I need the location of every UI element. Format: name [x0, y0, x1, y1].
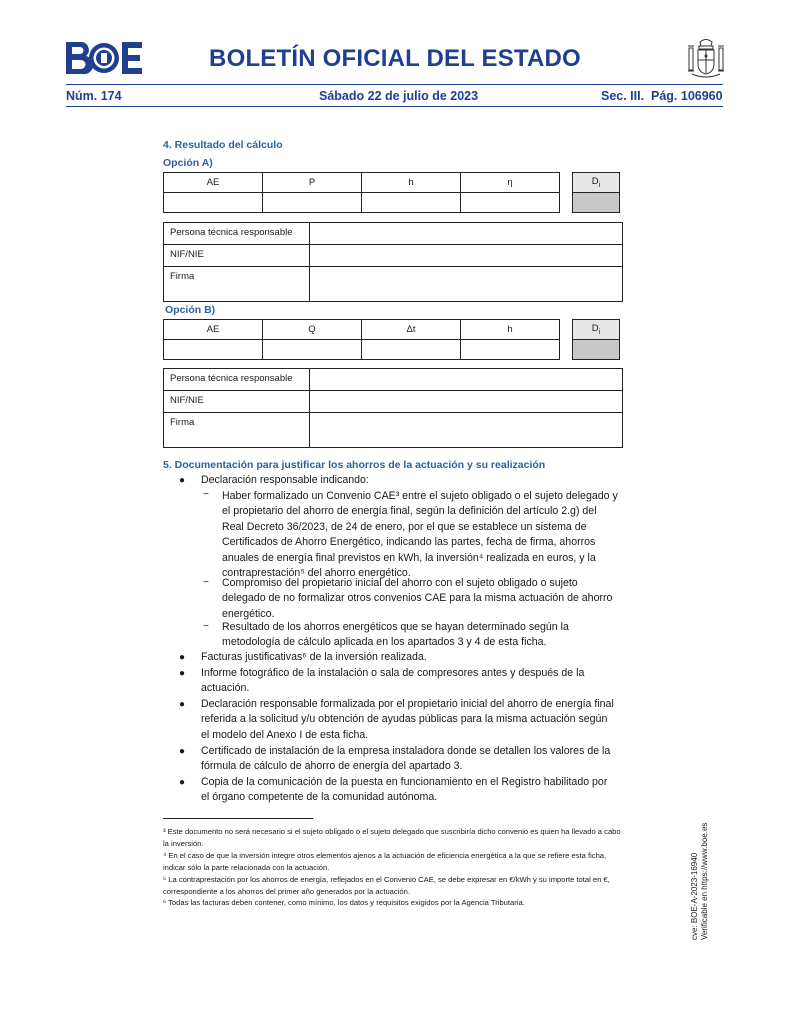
dash-icon: −: [203, 489, 209, 500]
bullet-item-registry: [201, 775, 621, 806]
footnote-separator: [163, 818, 313, 819]
bullet-icon: ●: [179, 777, 186, 788]
input-cell-h[interactable]: [461, 340, 560, 360]
bullet-icon: ●: [179, 746, 186, 757]
result-cell-di: [573, 193, 620, 213]
section-4-heading: 4. Resultado del cálculo: [163, 139, 283, 151]
spacer: [560, 320, 573, 340]
text-line: el modelo del Anexo I de esta ficha.: [201, 728, 369, 741]
text-line: Haber formalizado un Convenio CAE³ entre el sujeto obligado o el sujeto delegado y: [222, 490, 618, 502]
issue-date: Sábado 22 de julio de 2023: [319, 89, 479, 103]
result-cell-di: [573, 340, 620, 360]
bullet-icon: ●: [179, 652, 186, 663]
dash-item-2: [222, 576, 622, 622]
verify-link[interactable]: Verificable en https://www.boe.es: [700, 822, 709, 940]
technician-table-a: [163, 222, 623, 302]
bullet-item-declaration: [201, 697, 621, 743]
row-label: NIF/NIE: [164, 391, 310, 413]
dash-icon: −: [203, 621, 209, 632]
bullet-text: Declaración responsable indicando:: [201, 474, 369, 486]
technician-table-b: [163, 368, 623, 448]
text-line: fórmula de cálculo de ahorro de energía del apartado 3.: [201, 760, 463, 773]
col-header-di: $D_i$: [573, 320, 620, 340]
row-label: NIF/NIE: [164, 245, 310, 267]
text-line: actuación.: [201, 682, 250, 695]
footnote-6: ⁶ Todas las facturas deben contener, como mínimo, los datos y requisitos exigidos por la Agencia Tributaria.: [163, 898, 525, 907]
text-line: Facturas justificativas⁶ de la inversión realizada.: [201, 651, 427, 663]
signature-field[interactable]: [310, 413, 623, 448]
text-line: el órgano competente de la comunidad autónoma.: [201, 791, 438, 804]
col-header: η: [461, 173, 560, 193]
header-rule-top: [66, 84, 723, 85]
section-5-heading: 5. Documentación para justificar los ahorros de la actuación y su realización: [163, 459, 546, 471]
text-line: contraprestación⁵ del ahorro energético.: [222, 567, 411, 580]
text-line: el propietario del ahorro de energía final, según la definición del artículo 2.g) del: [222, 505, 597, 518]
bullet-item-photo-report: [201, 666, 621, 697]
page-title: BOLETÍN OFICIAL DEL ESTADO: [209, 45, 581, 72]
text-line: anuales de energía final previstos en kWh, la inversión⁴ realizada en euros, y la: [222, 551, 596, 564]
col-header: P: [263, 173, 362, 193]
footnote-5: ⁵ La contraprestación por los ahorros de energía, reflejados en el Convenio CAE, se debe expresar en €/kWh y su importe total en €, correspondiente a los ahorros del primer año generados por la actuación.: [163, 875, 610, 896]
input-cell-dt[interactable]: [362, 340, 461, 360]
dash-icon: −: [203, 577, 209, 588]
text-line: Compromiso del propietario inicial del ahorro con el sujeto obligado o sujeto: [222, 577, 578, 589]
col-header-di: $D_i$: [573, 173, 620, 193]
row-label: Persona técnica responsable: [164, 223, 310, 245]
cve-code: cve: BOE-A-2023-16940: [690, 852, 699, 940]
row-label: Firma: [164, 413, 310, 448]
text-line: Declaración responsable formalizada por el propietario inicial del ahorro de energía final: [201, 698, 614, 710]
technician-name-field[interactable]: [310, 369, 623, 391]
col-header: Δt: [362, 320, 461, 340]
bullet-item-certificate: [201, 744, 621, 775]
bullet-item-invoices: [201, 650, 621, 665]
coat-of-arms-icon: [686, 38, 726, 80]
dash-item-1: [222, 489, 622, 581]
issue-number: Núm. 174: [66, 89, 122, 103]
text-line: Informe fotográfico de la instalación o sala de compresores antes y después de la: [201, 667, 585, 679]
text-line: metodología de cálculo aplicada en los apartados 3 y 4 de esta ficha.: [222, 636, 547, 649]
nif-field[interactable]: [310, 391, 623, 413]
option-a-table: [163, 172, 620, 213]
bullet-icon: ●: [179, 699, 186, 710]
header-rule-bottom: [66, 106, 723, 107]
option-b-label: Opción B): [165, 304, 216, 316]
text-line: Certificados de Ahorro Energético, indicando las partes, fecha de firma, ahorros: [222, 536, 596, 549]
header-meta: [66, 89, 723, 105]
footnote-3: ³ Este documento no será necesario si el sujeto obligado o el sujeto delegado que suscribiría dicho convenio es quien ha llevado a cabo la inversión.: [163, 827, 621, 848]
col-header: AE: [164, 320, 263, 340]
nif-field[interactable]: [310, 245, 623, 267]
input-cell-ae[interactable]: [164, 340, 263, 360]
input-cell-p[interactable]: [263, 193, 362, 213]
option-a-label: Opción A): [163, 157, 213, 169]
col-header: h: [362, 173, 461, 193]
technician-name-field[interactable]: [310, 223, 623, 245]
dash-item-3: [222, 620, 622, 651]
input-cell-eta[interactable]: [461, 193, 560, 213]
text-line: delegado de no formalizar otros convenios CAE para la misma actuación de ahorro: [222, 592, 613, 605]
input-cell-q[interactable]: [263, 340, 362, 360]
spacer: [560, 173, 573, 193]
verification-side-text: [690, 823, 710, 940]
spacer: [560, 193, 573, 213]
input-cell-h[interactable]: [362, 193, 461, 213]
section-label: Sec. III.: [601, 89, 645, 103]
option-b-table: [163, 319, 620, 360]
page-number: Pág. 106960: [651, 89, 723, 103]
col-header: Q: [263, 320, 362, 340]
input-cell-ae[interactable]: [164, 193, 263, 213]
text-line: Real Decreto 36/2023, de 24 de enero, por el que se establece un sistema de: [222, 520, 587, 533]
row-label: Persona técnica responsable: [164, 369, 310, 391]
text-line: Certificado de instalación de la empresa instaladora donde se detallen los valores de la: [201, 745, 611, 757]
bullet-icon: ●: [179, 668, 186, 679]
row-label: Firma: [164, 267, 310, 302]
text-line: Copia de la comunicación de la puesta en funcionamiento en el Registro habilitado por: [201, 776, 608, 788]
signature-field[interactable]: [310, 267, 623, 302]
text-line: referida a la solicitud y/u obtención de ayudas públicas para la misma actuación según: [201, 713, 608, 726]
col-header: AE: [164, 173, 263, 193]
text-line: Resultado de los ahorros energéticos que se hayan determinado según la: [222, 621, 569, 633]
boe-logo: [66, 42, 142, 74]
footnote-4: ⁴ En el caso de que la inversión integre otros elementos ajenos a la actuación de eficiencia energética a la que se refiere esta ficha, indicar sólo la parte relacionada con la actuación.: [163, 851, 607, 872]
col-header: h: [461, 320, 560, 340]
bullet-icon: ●: [179, 475, 186, 486]
spacer: [560, 340, 573, 360]
text-line: energético.: [222, 607, 275, 620]
